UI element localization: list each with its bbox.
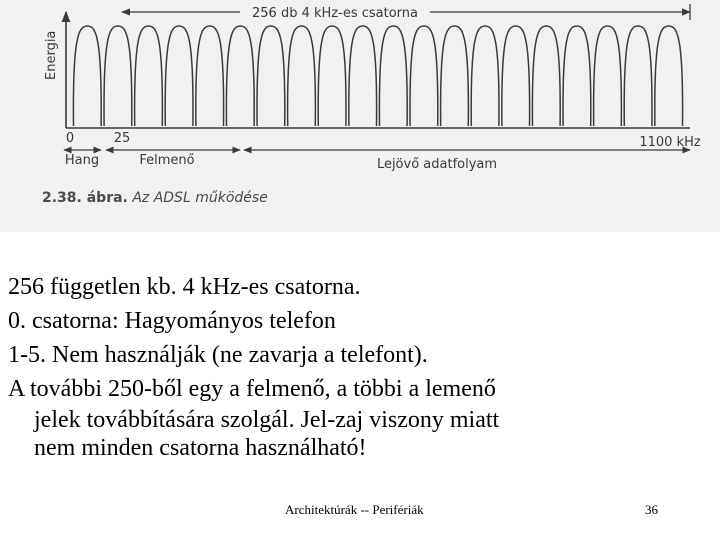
text-line-3: 1-5. Nem használják (ne zavarja a telefont). [8, 342, 428, 368]
slide-body [8, 270, 708, 462]
channel-lobe [288, 26, 316, 126]
channel-lobe [257, 26, 285, 126]
channels-label: 256 db 4 kHz-es csatorna [252, 6, 418, 21]
tick-1100khz: 1100 kHz [639, 135, 701, 150]
downstream-range-label: Lejövő adatfolyam [376, 157, 498, 172]
energy-axis-label: Energia [44, 30, 59, 80]
channel-lobe [379, 26, 407, 126]
tick-25: 25 [113, 131, 131, 146]
upstream-range-label: Felmenő [139, 153, 195, 168]
figure-caption-number: 2.38. ábra. [42, 190, 128, 206]
channel-lobes [73, 26, 682, 126]
channel-lobe [502, 26, 530, 126]
channel-lobe [349, 26, 377, 126]
channel-lobe [165, 26, 193, 126]
adsl-figure [0, 0, 720, 232]
channel-lobe [135, 26, 163, 126]
text-line-4: A további 250-ből egy a felmenő, a többi a lemenő [8, 376, 496, 402]
channel-lobe [624, 26, 652, 126]
channel-lobe [441, 26, 469, 126]
voice-range-label: Hang [64, 153, 100, 168]
text-line-5: jelek továbbítására szolgál. Jel-zaj viszony miatt [34, 407, 500, 433]
tick-0: 0 [65, 131, 75, 146]
text-line-2: 0. csatorna: Hagyományos telefon [8, 308, 336, 334]
channel-lobe [318, 26, 346, 126]
figure-caption [42, 190, 268, 206]
channel-lobe [471, 26, 499, 126]
figure-caption-text: Az ADSL működése [132, 190, 268, 206]
channel-lobe [655, 26, 683, 126]
channel-lobe [532, 26, 560, 126]
footer-title: Architektúrák -- Perifériák [285, 502, 424, 517]
channel-lobe [410, 26, 438, 126]
text-line-1: 256 független kb. 4 kHz-es csatorna. [8, 274, 361, 300]
channel-lobe [196, 26, 224, 126]
channel-lobe [594, 26, 622, 126]
channel-lobe [563, 26, 591, 126]
channel-lobe [104, 26, 132, 126]
channel-lobe [73, 26, 101, 126]
channel-lobe [226, 26, 254, 126]
page-number: 36 [645, 502, 658, 517]
text-line-6: nem minden csatorna használható! [34, 435, 367, 461]
